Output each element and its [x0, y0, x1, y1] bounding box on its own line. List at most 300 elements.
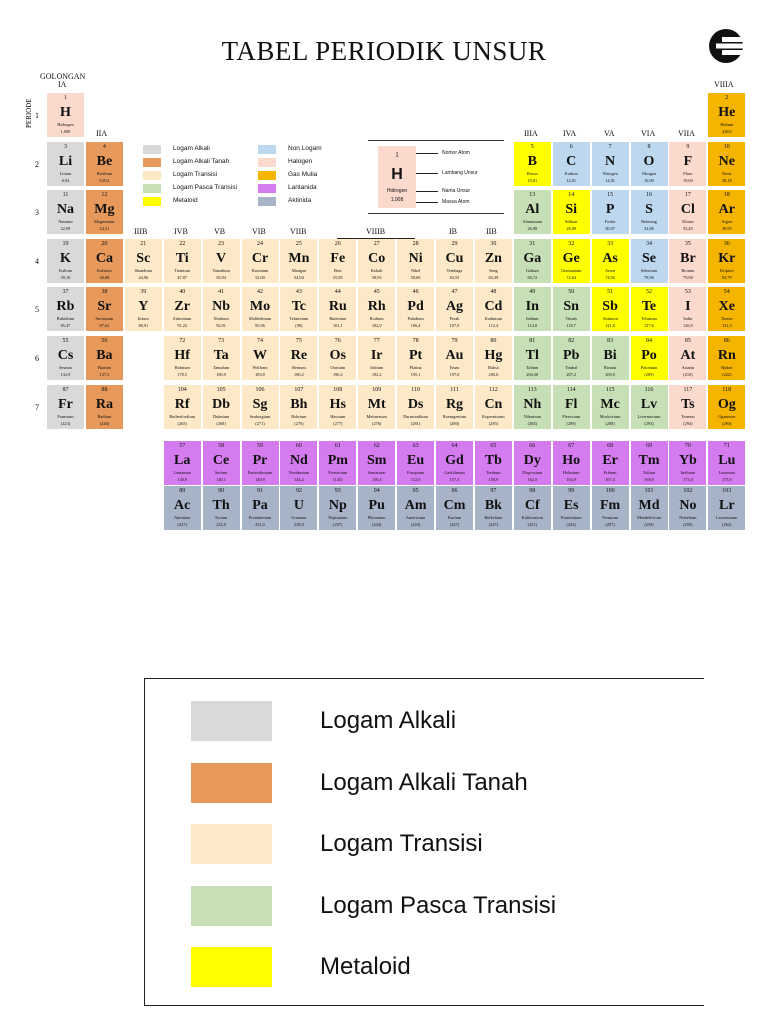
element-cell-te — [631, 287, 668, 331]
element-name: Kromium — [251, 267, 269, 273]
element-symbol: Os — [329, 348, 346, 363]
element-name: Molibdenum — [248, 316, 272, 322]
element-cell-p — [592, 190, 629, 234]
element-name: Natrium — [58, 219, 73, 225]
element-cell-os — [319, 336, 356, 380]
element-name: Terbium — [486, 470, 501, 475]
element-mass: (226) — [99, 420, 110, 426]
element-mass: 6,94 — [61, 177, 70, 183]
element-name: Holmium — [562, 470, 580, 475]
element-atomic-number: 100 — [605, 488, 615, 494]
element-mass: (288) — [605, 420, 615, 426]
element-mass: 140,1 — [216, 477, 226, 482]
element-mass: 114,8 — [527, 323, 538, 329]
element-atomic-number: 65 — [490, 443, 497, 449]
element-cell-ac — [164, 486, 201, 530]
element-mass: (247) — [488, 522, 499, 527]
element-mass: (276) — [372, 420, 382, 426]
element-symbol: Am — [404, 498, 427, 513]
element-cell-al — [514, 190, 551, 234]
element-name: Nihonium — [523, 413, 542, 419]
element-atomic-number: 102 — [683, 488, 693, 494]
element-mass: 58,69 — [410, 274, 421, 280]
element-atomic-number: 62 — [373, 443, 380, 449]
element-cell-f — [669, 142, 706, 186]
element-name: Amerisium — [405, 515, 426, 520]
element-mass: 50,94 — [216, 274, 226, 280]
element-mass: 22,99 — [60, 226, 71, 232]
element-cell-ge — [553, 239, 590, 283]
element-atomic-number: 55 — [62, 338, 69, 344]
element-cell-si — [553, 190, 590, 234]
element-symbol: O — [643, 153, 655, 169]
element-atomic-number: 57 — [179, 443, 186, 449]
element-atomic-number: 76 — [334, 338, 341, 344]
element-atomic-number: 56 — [101, 338, 108, 344]
legend-swatch-aktinida — [258, 197, 276, 206]
element-symbol: Nb — [212, 299, 231, 315]
element-name: Roentgenium — [442, 413, 467, 419]
element-name: Radon — [721, 365, 733, 370]
element-symbol: Ne — [718, 153, 735, 169]
element-mass: (289) — [566, 420, 576, 426]
element-symbol: Ge — [562, 250, 580, 266]
element-cell-as — [592, 239, 629, 283]
element-cell-mt — [358, 385, 395, 429]
element-name: Mangan — [291, 267, 306, 273]
element-name: Neon — [722, 170, 732, 176]
element-cell-ca — [86, 239, 123, 283]
element-symbol: Eu — [407, 453, 425, 468]
group-label-viib: VIIB — [290, 227, 307, 236]
element-name: Galium — [525, 267, 539, 273]
element-cell-la — [164, 441, 201, 485]
element-atomic-number: 14 — [568, 192, 575, 199]
element-symbol: Li — [58, 153, 73, 169]
element-name: Protaktinium — [248, 515, 272, 520]
element-name: Nikel — [410, 267, 421, 273]
element-cell-bi — [592, 336, 629, 380]
element-symbol: Cr — [251, 250, 269, 266]
element-symbol: Ga — [523, 250, 542, 266]
element-mass: (257) — [605, 522, 615, 527]
element-cell-am — [397, 486, 434, 530]
legend-swatch-non-logam — [258, 145, 276, 154]
legend-label-aktinida: Aktinida — [288, 197, 312, 204]
element-symbol: Au — [445, 348, 464, 363]
element-atomic-number: 115 — [605, 386, 615, 393]
element-symbol: B — [527, 153, 537, 169]
element-atomic-number: 30 — [490, 240, 497, 247]
element-cell-ba — [86, 336, 123, 380]
element-symbol: F — [683, 153, 693, 169]
element-name: Magnesium — [94, 219, 115, 225]
key-example-cell — [378, 146, 416, 208]
element-mass: 106,4 — [410, 323, 421, 329]
element-name: Osmium — [330, 365, 346, 370]
element-mass: 65,39 — [488, 274, 499, 280]
periode-label: PERIODE — [25, 98, 33, 128]
element-atomic-number: 97 — [490, 488, 497, 494]
element-mass: 200,6 — [488, 372, 499, 377]
element-mass: (247) — [449, 522, 460, 527]
element-symbol: Ce — [212, 453, 230, 468]
period-number: 3 — [35, 208, 39, 218]
element-cell-pt — [397, 336, 434, 380]
element-name: Argon — [721, 219, 733, 225]
element-mass: 152,0 — [410, 477, 421, 482]
element-atomic-number: 43 — [295, 289, 302, 296]
element-cell-fr — [47, 385, 84, 429]
element-name: Torium — [214, 515, 228, 520]
element-atomic-number: 36 — [723, 240, 730, 247]
element-atomic-number: 44 — [334, 289, 341, 296]
element-symbol: Sr — [97, 299, 112, 315]
element-cell-rh — [358, 287, 395, 331]
element-name: Raksa — [488, 365, 499, 370]
element-name: Bismut — [603, 365, 617, 370]
element-atomic-number: 15 — [607, 192, 614, 199]
element-name: Rodium — [369, 316, 384, 322]
element-cell-cs — [47, 336, 84, 380]
publisher-logo-icon — [708, 28, 744, 64]
element-symbol: Bi — [603, 348, 617, 363]
element-name: Xenon — [721, 316, 733, 322]
element-mass: (258) — [644, 522, 654, 527]
element-cell-in — [514, 287, 551, 331]
element-mass: 44,96 — [138, 274, 149, 280]
element-atomic-number: 71 — [723, 443, 730, 449]
element-symbol: Be — [96, 153, 113, 169]
element-mass: (270) — [294, 420, 304, 426]
element-symbol: Mc — [600, 396, 620, 412]
legend-label-non-logam: Non Logam — [288, 145, 322, 152]
element-name: Disprosium — [522, 470, 543, 475]
element-cell-pd — [397, 287, 434, 331]
element-name: Berilium — [96, 170, 113, 176]
element-mass: 35,45 — [683, 226, 693, 232]
element-symbol: La — [174, 453, 191, 468]
element-cell-es — [553, 486, 590, 530]
element-cell-mc — [592, 385, 629, 429]
element-cell-rb — [47, 287, 84, 331]
element-cell-he — [708, 93, 745, 137]
element-atomic-number: 73 — [218, 338, 225, 344]
element-atomic-number: 9 — [686, 143, 690, 150]
element-mass: 4,003 — [721, 129, 732, 134]
element-cell-co — [358, 239, 395, 283]
element-name: Astatin — [681, 365, 695, 370]
page-title: TABEL PERIODIK UNSUR — [221, 36, 547, 66]
element-symbol: Hg — [484, 348, 503, 363]
key-symbol: H — [391, 166, 403, 183]
element-symbol: Si — [565, 202, 578, 218]
element-mass: 204,38 — [526, 372, 539, 377]
element-cell-er — [592, 441, 629, 485]
element-mass: 28,09 — [566, 226, 577, 232]
element-symbol: Cm — [443, 498, 466, 513]
key-label-mass: Massa Atom — [442, 199, 470, 205]
group-label-via: VIA — [641, 129, 656, 138]
element-atomic-number: 78 — [412, 338, 419, 344]
element-symbol: Y — [138, 299, 149, 315]
element-mass: 207,2 — [566, 372, 577, 377]
element-mass: 150,4 — [371, 477, 382, 482]
element-name: Silikon — [564, 219, 578, 225]
element-atomic-number: 89 — [179, 488, 186, 494]
element-symbol: Re — [290, 348, 308, 363]
element-symbol: Br — [680, 250, 696, 266]
element-name: Bohrium — [291, 413, 307, 419]
element-name: Polonium — [640, 365, 658, 370]
element-symbol: Dy — [523, 453, 541, 468]
element-cell-h — [47, 93, 84, 137]
element-atomic-number: 45 — [373, 289, 380, 296]
element-cell-ru — [319, 287, 356, 331]
element-cell-tm — [631, 441, 668, 485]
big-legend-swatch-alkali — [191, 701, 272, 741]
element-symbol: Tl — [525, 348, 539, 363]
element-cell-db — [203, 385, 240, 429]
element-name: Fransium — [57, 413, 74, 419]
element-mass: (227) — [177, 522, 187, 527]
element-cell-ir — [358, 336, 395, 380]
element-name: Kripton — [720, 267, 734, 273]
element-atomic-number: 31 — [529, 240, 536, 247]
element-name: Renium — [292, 365, 306, 370]
element-mass: 24,31 — [99, 226, 110, 232]
element-name: Kurium — [447, 515, 462, 520]
element-cell-se — [631, 239, 668, 283]
element-cell-cf — [514, 486, 551, 530]
element-symbol: Cd — [484, 299, 503, 315]
element-mass: 118,7 — [566, 323, 576, 329]
element-cell-mo — [242, 287, 279, 331]
element-mass: 137,3 — [99, 372, 110, 377]
group-label-iiib: IIIB — [134, 227, 148, 236]
key-mass: 1,008 — [390, 197, 404, 203]
element-mass: 107,9 — [449, 323, 460, 329]
element-symbol: Md — [638, 498, 660, 513]
element-atomic-number: 2 — [725, 95, 729, 101]
golongan-label: GOLONGAN — [40, 72, 86, 81]
element-cell-md — [631, 486, 668, 530]
element-cell-o — [631, 142, 668, 186]
key-arrow-4 — [416, 202, 438, 203]
element-atomic-number: 52 — [646, 289, 652, 296]
element-cell-v — [203, 239, 240, 283]
element-name: Talium — [526, 365, 539, 370]
element-cell-cm — [436, 486, 473, 530]
element-symbol: Zn — [484, 250, 502, 266]
element-cell-pr — [242, 441, 279, 485]
element-symbol: Na — [56, 202, 75, 218]
element-mass: 158,9 — [488, 477, 499, 482]
element-cell-rf — [164, 385, 201, 429]
element-cell-sm — [358, 441, 395, 485]
element-name: Litium — [59, 170, 72, 176]
element-cell-ts — [669, 385, 706, 429]
element-cell-cu — [436, 239, 473, 283]
element-atomic-number: 113 — [527, 386, 537, 393]
element-name: Teknesium — [289, 316, 309, 322]
big-legend-swatch-alkali-tanah — [191, 763, 272, 803]
element-name: Gadolinium — [444, 470, 465, 475]
element-atomic-number: 84 — [646, 338, 652, 344]
element-name: Itrium — [137, 316, 149, 322]
group-label-ib: IB — [449, 227, 457, 236]
element-mass: 87,62 — [99, 323, 110, 329]
element-atomic-number: 104 — [177, 386, 187, 393]
element-name: Paladium — [407, 316, 424, 322]
element-atomic-number: 22 — [179, 240, 186, 247]
category-legend-small — [134, 140, 364, 212]
element-atomic-number: 117 — [683, 386, 693, 393]
element-symbol: Mt — [367, 396, 386, 412]
element-symbol: V — [216, 250, 227, 266]
element-atomic-number: 91 — [257, 488, 263, 494]
element-cell-au — [436, 336, 473, 380]
element-mass: 47,87 — [177, 274, 188, 280]
element-cell-yb — [669, 441, 706, 485]
element-atomic-number: 49 — [529, 289, 536, 296]
period-number: 7 — [35, 402, 39, 412]
element-symbol: Ds — [407, 396, 424, 412]
element-name: Indium — [526, 316, 539, 322]
element-atomic-number: 79 — [451, 338, 458, 344]
group-label-ivb: IVB — [174, 227, 188, 236]
element-symbol: Sm — [366, 453, 387, 468]
element-name: Dubnium — [212, 413, 230, 419]
key-label-symbol: Lambang Unsur — [442, 170, 478, 176]
element-atomic-number: 18 — [723, 192, 730, 199]
element-atomic-number: 95 — [412, 488, 419, 494]
element-symbol: Pt — [408, 348, 423, 363]
element-name: Erbium — [603, 470, 617, 475]
legend-label-pasca-transisi: Logam Pasca Transisi — [173, 184, 237, 191]
element-atomic-number: 68 — [607, 443, 614, 449]
element-cell-ar — [708, 190, 745, 234]
element-name: Karbon — [564, 170, 578, 176]
element-cell-no — [669, 486, 706, 530]
element-name: Serium — [214, 470, 228, 475]
element-mass: 157,3 — [449, 477, 460, 482]
element-name: Kalifornium — [521, 515, 543, 520]
element-cell-gd — [436, 441, 473, 485]
element-symbol: Db — [212, 396, 231, 412]
element-symbol: Se — [642, 250, 656, 266]
big-legend-swatch-transisi — [191, 824, 272, 864]
element-atomic-number: 54 — [723, 289, 730, 296]
legend-swatch-alkali-tanah — [143, 158, 161, 167]
element-symbol: Ca — [95, 250, 113, 266]
element-symbol: Ra — [95, 396, 113, 412]
period-number: 2 — [35, 159, 39, 169]
element-name: Sesium — [59, 365, 72, 370]
element-symbol: Fm — [599, 498, 621, 513]
element-symbol: Fe — [330, 250, 346, 266]
element-atomic-number: 7 — [608, 143, 612, 150]
element-name: Kalium — [59, 267, 72, 273]
element-mass: 175,0 — [721, 477, 732, 482]
element-mass: 101,1 — [332, 323, 343, 329]
period-number: 1 — [35, 111, 39, 120]
element-cell-b — [514, 142, 551, 186]
element-symbol: Pd — [407, 299, 424, 315]
element-atomic-number: 109 — [372, 386, 382, 393]
element-name: Plutonium — [367, 515, 386, 520]
element-name: Lawrensium — [716, 515, 738, 520]
element-name: Antimon — [602, 316, 618, 322]
group-label-vib: VIB — [252, 227, 266, 236]
element-name: Wolfram — [252, 365, 268, 370]
element-cell-po — [631, 336, 668, 380]
element-mass: 112,4 — [488, 323, 499, 329]
element-mass: 127,6 — [644, 323, 654, 329]
element-symbol: Ar — [718, 202, 735, 218]
element-mass: (294) — [683, 420, 693, 426]
element-symbol: No — [679, 498, 697, 513]
element-mass: 232,0 — [216, 522, 226, 527]
element-cell-hs — [319, 385, 356, 429]
element-name: Tantalum — [213, 365, 230, 370]
group-label-viiib: VIIIB — [366, 227, 386, 236]
element-name: Mendelevium — [637, 515, 661, 520]
element-cell-pm — [319, 441, 356, 485]
element-name: Oksigen — [641, 170, 657, 176]
element-mass: (252) — [566, 522, 576, 527]
element-mass: 92,91 — [216, 323, 226, 329]
element-name: Prometium — [328, 470, 348, 475]
element-mass: 30,97 — [605, 226, 615, 232]
element-cell-bk — [475, 486, 512, 530]
element-atomic-number: 40 — [179, 289, 186, 296]
element-cell-hg — [475, 336, 512, 380]
element-symbol: Mo — [249, 299, 271, 315]
element-atomic-number: 23 — [218, 240, 225, 247]
element-cell-mg — [86, 190, 123, 234]
element-mass: (271) — [255, 420, 265, 426]
element-cell-rn — [708, 336, 745, 380]
element-name: Nobelium — [679, 515, 697, 520]
element-name: Oganeson — [718, 413, 736, 419]
element-cell-ce — [203, 441, 240, 485]
element-atomic-number: 108 — [333, 386, 343, 393]
element-mass: (237) — [333, 522, 343, 527]
element-name: Tembaga — [446, 267, 463, 273]
group-label-iva: IVA — [563, 129, 577, 138]
element-mass: 88,91 — [138, 323, 149, 329]
element-atomic-number: 59 — [257, 443, 263, 449]
element-symbol: Rf — [174, 396, 190, 412]
element-mass: 85,47 — [60, 323, 71, 329]
element-cell-fe — [319, 239, 356, 283]
element-mass: 9,012 — [99, 177, 110, 183]
element-atomic-number: 86 — [723, 338, 730, 344]
element-mass: 14,01 — [605, 177, 615, 183]
legend-label-halogen: Halogen — [288, 158, 313, 165]
element-atomic-number: 51 — [607, 289, 614, 296]
legend-swatch-gas-mulia — [258, 171, 276, 180]
element-mass: 195,1 — [410, 372, 421, 377]
element-mass: 140,9 — [255, 477, 265, 482]
element-symbol: Po — [641, 348, 657, 363]
element-cell-zn — [475, 239, 512, 283]
element-name: Timbal — [565, 365, 578, 370]
element-mass: 126,9 — [683, 323, 693, 329]
element-name: Nitrogen — [602, 170, 618, 176]
element-atomic-number: 67 — [568, 443, 575, 449]
